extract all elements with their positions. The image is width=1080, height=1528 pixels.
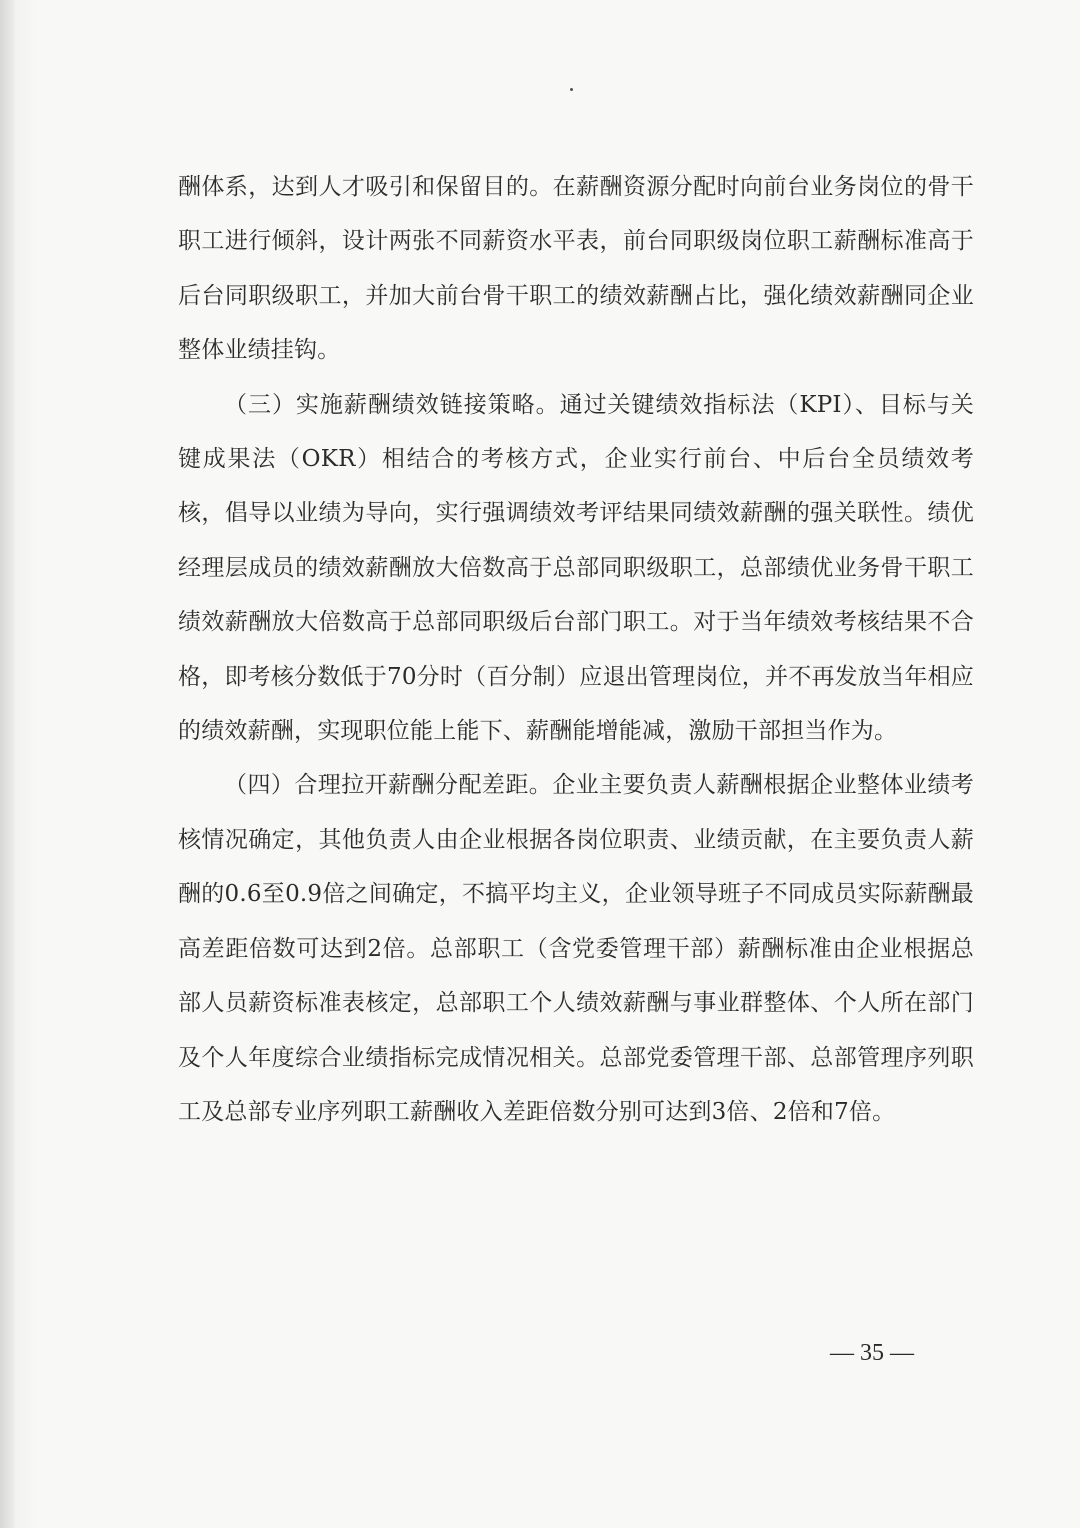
paragraph-continuation: 酬体系，达到人才吸引和保留目的。在薪酬资源分配时向前台业务岗位的骨干职工进行倾斜，设计两张不同薪资水平表，前台同职级岗位职工薪酬标准高于后台同职级职工，并加大前台骨干职工的绩效薪酬占比，强化绩效薪酬同企业整体业绩挂钩。 bbox=[178, 174, 974, 364]
document-body bbox=[178, 160, 974, 1139]
scan-binding-edge bbox=[0, 0, 14, 1528]
paragraph-section-4: （四）合理拉开薪酬分配差距。企业主要负责人薪酬根据企业整体业绩考核情况确定，其他负责人由企业根据各岗位职责、业绩贡献，在主要负责人薪酬的0.6至0.9倍之间确定，不搞平均主义，企业领导班子不同成员实际薪酬最高差距倍数可达到2倍。总部职工（含党委管理干部）薪酬标准由企业根据总部人员薪资标准表核定，总部职工个人绩效薪酬与事业群整体、个人所在部门及个人年度综合业绩指标完成情况相关。总部党委管理干部、总部管理序列职工及总部专业序列职工薪酬收入差距倍数分别可达到3倍、2倍和7倍。 bbox=[178, 772, 974, 1125]
page-number: — 35 — bbox=[830, 1340, 914, 1366]
paragraph-section-3: （三）实施薪酬绩效链接策略。通过关键绩效指标法（KPI）、目标与关键成果法（OKR）相结合的考核方式，企业实行前台、中后台全员绩效考核，倡导以业绩为导向，实行强调绩效考评结果同绩效薪酬的强关联性。绩优经理层成员的绩效薪酬放大倍数高于总部同职级职工，总部绩优业务骨干职工绩效薪酬放大倍数高于总部同职级后台部门职工。对于当年绩效考核结果不合格，即考核分数低于70分时（百分制）应退出管理岗位，并不再发放当年相应的绩效薪酬，实现职位能上能下、薪酬能增能减，激励干部担当作为。 bbox=[178, 391, 974, 745]
scan-speck bbox=[570, 88, 573, 91]
